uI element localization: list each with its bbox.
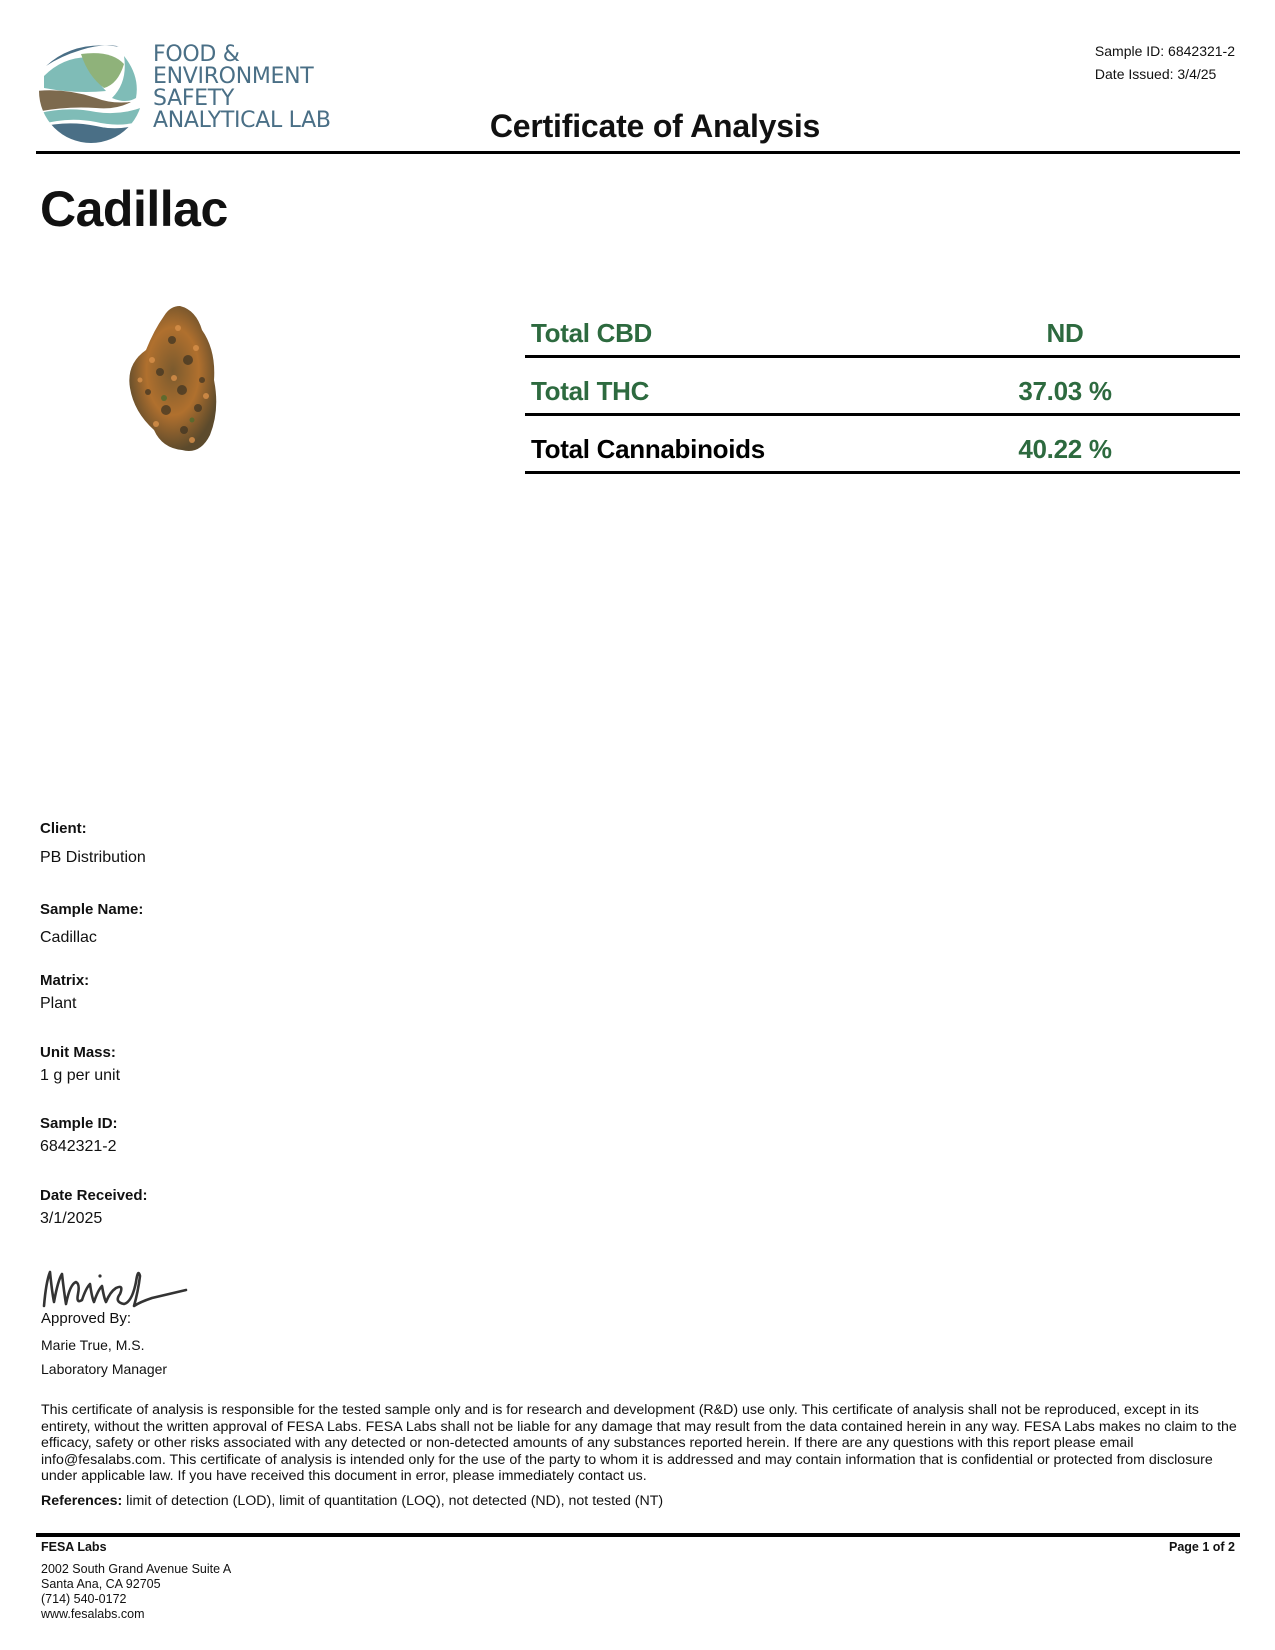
field-value: 3/1/2025: [40, 1210, 103, 1227]
summary-row-total-cannabinoids: [525, 416, 1240, 474]
address-line: Santa Ana, CA 92705: [41, 1577, 161, 1591]
field-matrix: [40, 972, 89, 1013]
field-client: [40, 820, 146, 867]
summary-row-total-cbd: [525, 300, 1240, 358]
results-summary-table: [525, 300, 1240, 474]
approver-title: Laboratory Manager: [41, 1361, 168, 1377]
summary-value: ND: [1046, 318, 1084, 348]
website-link[interactable]: www.fesalabs.com: [41, 1607, 145, 1621]
field-label: Sample ID:: [40, 1115, 118, 1132]
field-label: Sample Name:: [40, 901, 144, 918]
field-unit-mass: [40, 1044, 120, 1085]
address-line: 2002 South Grand Avenue Suite A: [41, 1562, 232, 1576]
phone-number: (714) 540-0172: [41, 1592, 127, 1606]
field-value: PB Distribution: [40, 849, 146, 866]
field-sample-name: [40, 901, 143, 947]
logo-line: ANALYTICAL LAB: [153, 108, 331, 133]
page-number: Page 1 of 2: [1169, 1540, 1235, 1554]
field-label: Matrix:: [40, 972, 90, 989]
references: [41, 1493, 663, 1509]
summary-label: Total Cannabinoids: [531, 434, 765, 464]
summary-label: Total CBD: [531, 318, 653, 348]
logo-line: ENVIRONMENT: [153, 64, 314, 89]
footer-org-name: FESA Labs: [41, 1540, 107, 1554]
product-image: [112, 300, 242, 460]
field-sample-id: [40, 1115, 118, 1156]
header-sample-id: Sample ID: 6842321-2: [1094, 43, 1235, 59]
document-meta: [1095, 40, 1235, 86]
field-value: 6842321-2: [40, 1138, 117, 1155]
summary-row-total-thc: [525, 358, 1240, 416]
disclaimer-text: This certificate of analysis is responsible for the tested sample only and is for research and development (R&D) use only. This certificate of analysis shall not be reproduced, except in its entirety, without the written approval of FESA Labs. FESA Labs shall not be liable for any damage that may result from the data contained herein in any way. FESA Labs makes no claim to the efficacy, safety or other risks associated with any detected or non-detected amounts of any substances reported herein. If there are any questions with this report please email info@fesalabs.com. This certificate of analysis is intended only for the use of the party to whom it is addressed and may contain information that is confidential or protected from disclosure under applicable law. If you have received this document in error, please immediately contact us.: [41, 1402, 1237, 1485]
logo-line: SAFETY: [153, 86, 235, 111]
footer-divider: [36, 1533, 1240, 1537]
summary-value: 40.22 %: [1018, 434, 1112, 464]
field-label: Date Received:: [40, 1187, 148, 1204]
field-label: Client:: [40, 820, 87, 837]
header-date-issued: Date Issued: 3/4/25: [1094, 66, 1217, 82]
header-divider: [36, 151, 1240, 154]
footer-address: [41, 1562, 231, 1622]
signature-image: [40, 1262, 190, 1312]
field-value: 1 g per unit: [40, 1067, 121, 1084]
field-value: Plant: [40, 995, 77, 1012]
references-label: References:: [41, 1493, 123, 1509]
approved-by-label: Approved By:: [41, 1310, 132, 1327]
sample-title: Cadillac: [40, 181, 228, 237]
summary-label: Total THC: [531, 376, 650, 406]
logo-line: FOOD &: [153, 42, 240, 67]
references-text: limit of detection (LOD), limit of quantitation (LOQ), not detected (ND), not tested (NT): [122, 1493, 664, 1509]
field-date-received: [40, 1187, 148, 1228]
approver-name: Marie True, M.S.: [41, 1337, 145, 1353]
document-title: Certificate of Analysis: [489, 108, 821, 144]
field-value: Cadillac: [40, 929, 97, 946]
summary-value: 37.03 %: [1018, 376, 1112, 406]
field-label: Unit Mass:: [40, 1044, 116, 1061]
